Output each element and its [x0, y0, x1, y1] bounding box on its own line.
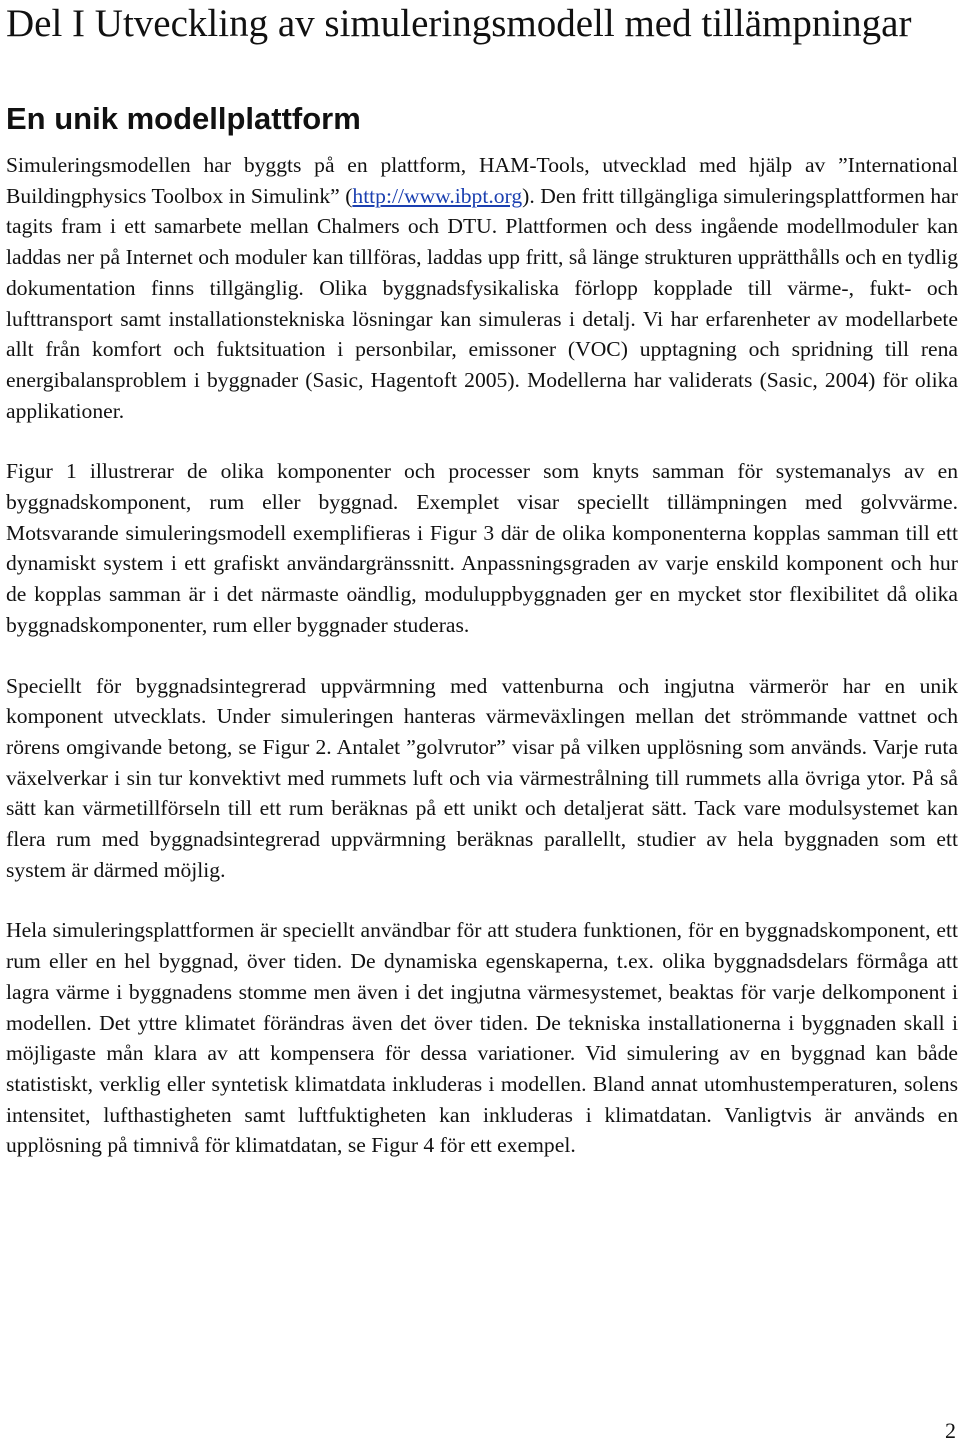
paragraph-platform-body: ). Den fritt tillgängliga simuleringsplattformen har tagits fram i ett samarbete mellan Chalmers och DTU. Plattformen och dess ingående modellmoduler kan laddas ner på Internet och moduler kan tillföras, laddas upp fritt, så länge strukturen upprätthålls och en tydlig dokumentation finns tillgänglig. Olika byggnadsfysikaliska förlopp kopplade till värme-, fukt- och lufttransport samt installationstekniska lösningar kan simuleras i detalj. Vi har erfarenheter av modellarbete allt från komfort och fuktsituation i personbilar, emissoner (VOC) upptagning och spridning till rena energibalansproblem i byggnader (Sasic, Hagentoft 2005). Modellerna har validerats (Sasic, 2004) för olika applikationer.	[6, 183, 958, 423]
page-number: 2	[945, 1418, 956, 1443]
paragraph-dynamics: Hela simuleringsplattformen är speciellt användbar för att studera funktionen, för en byggnadskomponent, ett rum eller en hel byggnad, över tiden. De dynamiska egenskaperna, t.ex. olika byggnadsdelars förmåga att lagra värme i byggnadens stomme men även i det ingjutna värmesystemet, beaktas för varje delkomponent i modellen. Det yttre klimatet förändras även det över tiden. De tekniska installationerna i byggnaden skall i möjligaste mån klara av att kompensera för dessa variationer. Vid simulering av en byggnad kan både statistiskt, verklig eller syntetisk klimatdata inkluderas i modellen. Bland annat utomhustemperaturen, solens intensitet, lufthastigheten samt luftfuktigheten kan inkluderas i klimatdatan. Vanligtvis är används en upplösning på timnivå för klimatdatan, se Figur 4 för ett exempel.	[6, 918, 958, 1158]
part-title: Del I Utveckling av simuleringsmodell med tillämpningar	[6, 2, 912, 45]
ibpt-link[interactable]: http://www.ibpt.org	[352, 183, 523, 208]
document-page	[6, 0, 958, 1191]
paragraph-floor-heating: Speciellt för byggnadsintegrerad uppvärmning med vattenburna och ingjutna värmerör har en unik komponent utvecklats. Under simuleringen hanteras värmeväxlingen mellan det strömmande vattnet och rörens omgivande betong, se Figur 2. Antalet ”golvrutor” visar på vilken upplösning som används. Varje ruta växelverkar i sin tur konvektivt med rummets luft och via värmestrålning till rummets alla övriga ytor. På så sätt kan värmetillförseln till ett rum beräknas på ett unikt och detaljerat sätt. Tack vare modulsystemet kan flera rum med byggnadsintegrerad uppvärmning beräknas parallellt, studier av hela byggnaden som ett system är därmed möjlig.	[6, 673, 958, 882]
paragraph-platform	[6, 150, 958, 426]
paragraph-figure-1: Figur 1 illustrerar de olika komponenter och processer som knyts samman för systemanalys av en byggnadskomponent, rum eller byggnad. Exemplet visar speciellt tillämpningen med golvvärme. Motsvarande simuleringsmodell exemplifieras i Figur 3 där de olika komponenterna kopplas samman till ett dynamiskt system i ett grafiskt användargränssnitt. Anpassningsgraden av varje enskild komponent och hur de kopplas samman är i det närmaste oändlig, moduluppbyggnaden ger en mycket stor flexibilitet då olika byggnadskomponenter, rum eller byggnader studeras.	[6, 459, 958, 637]
section-heading: En unik modellplattform	[6, 101, 361, 136]
paragraph-platform-intro: Simuleringsmodellen har byggts på en plattform, HAM-Tools, utvecklad med hjälp av ”International Buildingphysics Toolbox in Simulink” (	[6, 153, 958, 208]
